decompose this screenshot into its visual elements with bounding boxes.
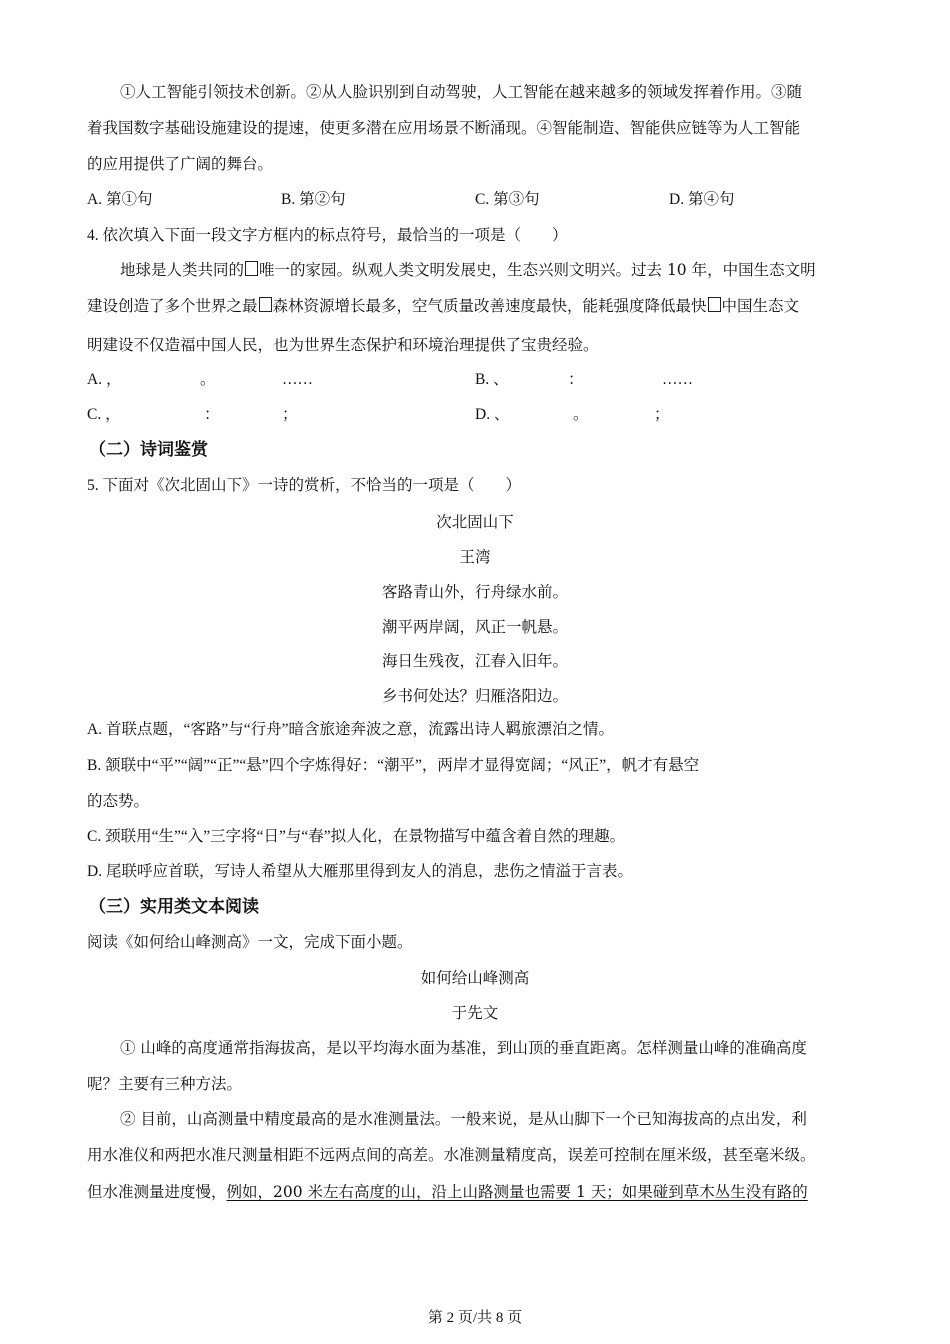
poem-author: 王湾 bbox=[459, 548, 491, 566]
poem-title: 次北固山下 bbox=[436, 513, 514, 531]
poem-line-4: 乡书何处达？归雁洛阳边。 bbox=[381, 687, 568, 705]
q5-option-b-line-2: 的态势。 bbox=[87, 793, 150, 810]
q4-option-c-label: C. ， bbox=[87, 406, 121, 423]
section-3-intro: 阅读《如何给山峰测高》一文，完成下面小题。 bbox=[87, 934, 413, 951]
q4-option-d-mark-3: ； bbox=[654, 406, 670, 423]
q5-option-c: C. 颈联用“生”“入”三字将“日”与“春”拟人化，在景物描写中蕴含着自然的理趣。 bbox=[87, 828, 626, 845]
q4-option-a-mark-3: …… bbox=[282, 371, 313, 388]
q4-passage-text-1a: 地球是人类共同的 bbox=[120, 261, 245, 279]
underlined-example: 例如，200 米左右高度的山，沿上山路测量也需要 1 天；如果碰到草木丛生没有路的 bbox=[226, 1183, 808, 1201]
article-para-2-line-3 bbox=[87, 1182, 808, 1202]
q4-option-a-mark-2: 。 bbox=[200, 371, 216, 388]
article-title: 如何给山峰测高 bbox=[420, 969, 530, 987]
q5-option-b-line-1: B. 颔联中“平”“阔”“正”“悬”四个字炼得好：“潮平”，两岸才显得宽阔；“风正”，帆才有悬空 bbox=[87, 757, 700, 774]
q5-option-a: A. 首联点题，“客路”与“行舟”暗含旅途奔波之意，流露出诗人羁旅漂泊之情。 bbox=[87, 721, 614, 738]
q4-option-d-label: D. 、 bbox=[475, 406, 510, 423]
article-para-1-line-2: 呢？主要有三种方法。 bbox=[87, 1075, 243, 1093]
q4-passage-line-3: 明建设不仅造福中国人民，也为世界生态保护和环境治理提供了宝贵经验。 bbox=[87, 336, 599, 354]
q3-option-d: D. 第④句 bbox=[669, 191, 735, 208]
q4-passage-line-2 bbox=[87, 296, 799, 316]
q4-option-b-mark-2: ： bbox=[568, 371, 584, 388]
blank-box-3 bbox=[708, 297, 721, 312]
blank-box-1 bbox=[245, 261, 258, 276]
section-2-heading: （二）诗词鉴赏 bbox=[89, 440, 208, 460]
q5-option-d: D. 尾联呼应首联，写诗人希望从大雁那里得到友人的消息，悲伤之情溢于言表。 bbox=[87, 863, 633, 880]
q4-option-b-label: B. 、 bbox=[475, 371, 509, 388]
article-para-2-text: 但水准测量进度慢， bbox=[87, 1183, 227, 1201]
q4-passage-text-2b: 森林资源增长最多，空气质量改善速度最快，能耗强度降低最快 bbox=[272, 297, 707, 315]
q4-passage-text-1b: 唯一的家园。纵观人类文明发展史，生态兴则文明兴。过去 10 年，中国生态文明 bbox=[259, 261, 816, 279]
article-para-2-line-2: 用水准仪和两把水准尺测量相距不远两点间的高差。水准测量精度高，误差可控制在厘米级，甚至毫米级。 bbox=[87, 1146, 816, 1164]
q5-stem: 5. 下面对《次北固山下》一诗的赏析，不恰当的一项是（ ） bbox=[87, 477, 522, 494]
q4-passage-text-2a: 建设创造了多个世界之最 bbox=[87, 297, 258, 315]
page-footer: 第 2 页/共 8 页 bbox=[427, 1310, 523, 1326]
article-author: 于先文 bbox=[451, 1004, 499, 1022]
q4-option-c-mark-3: ； bbox=[282, 406, 298, 423]
q4-option-b-mark-3: …… bbox=[662, 371, 693, 388]
q3-option-a: A. 第①句 bbox=[87, 191, 153, 208]
poem-line-3: 海日生残夜，江春入旧年。 bbox=[381, 652, 568, 670]
q4-stem: 4. 依次填入下面一段文字方框内的标点符号，最恰当的一项是（ ） bbox=[87, 227, 568, 244]
q3-passage-line-1: ①人工智能引领技术创新。②从人脸识别到自动驾驶，人工智能在越来越多的领域发挥着作用。③随 bbox=[120, 83, 803, 101]
q4-option-c-mark-2: ： bbox=[204, 406, 220, 423]
q4-option-a-label: A. ， bbox=[87, 371, 122, 388]
blank-box-2 bbox=[259, 297, 272, 312]
poem-line-2: 潮平两岸阔，风正一帆悬。 bbox=[381, 618, 568, 636]
q3-option-b: B. 第②句 bbox=[281, 191, 346, 208]
q3-passage-line-3: 的应用提供了广阔的舞台。 bbox=[87, 155, 274, 173]
q4-option-d-mark-2: 。 bbox=[573, 406, 589, 423]
article-para-2-line-1: ② 目前，山高测量中精度最高的是水准测量法。一般来说，是从山脚下一个已知海拔高的点出发，利 bbox=[120, 1110, 807, 1128]
q4-passage-text-2c: 中国生态文 bbox=[721, 297, 800, 315]
q3-option-c: C. 第③句 bbox=[475, 191, 540, 208]
q4-passage-line-1 bbox=[120, 260, 816, 280]
poem-line-1: 客路青山外，行舟绿水前。 bbox=[381, 583, 568, 601]
section-3-heading: （三）实用类文本阅读 bbox=[89, 897, 259, 917]
article-para-1-line-1: ① 山峰的高度通常指海拔高，是以平均海水面为基准，到山顶的垂直距离。怎样测量山峰的准确高度 bbox=[120, 1039, 807, 1057]
q3-passage-line-2: 着我国数字基础设施建设的提速，使更多潜在应用场景不断涌现。④智能制造、智能供应链等为人工智能 bbox=[87, 119, 801, 137]
